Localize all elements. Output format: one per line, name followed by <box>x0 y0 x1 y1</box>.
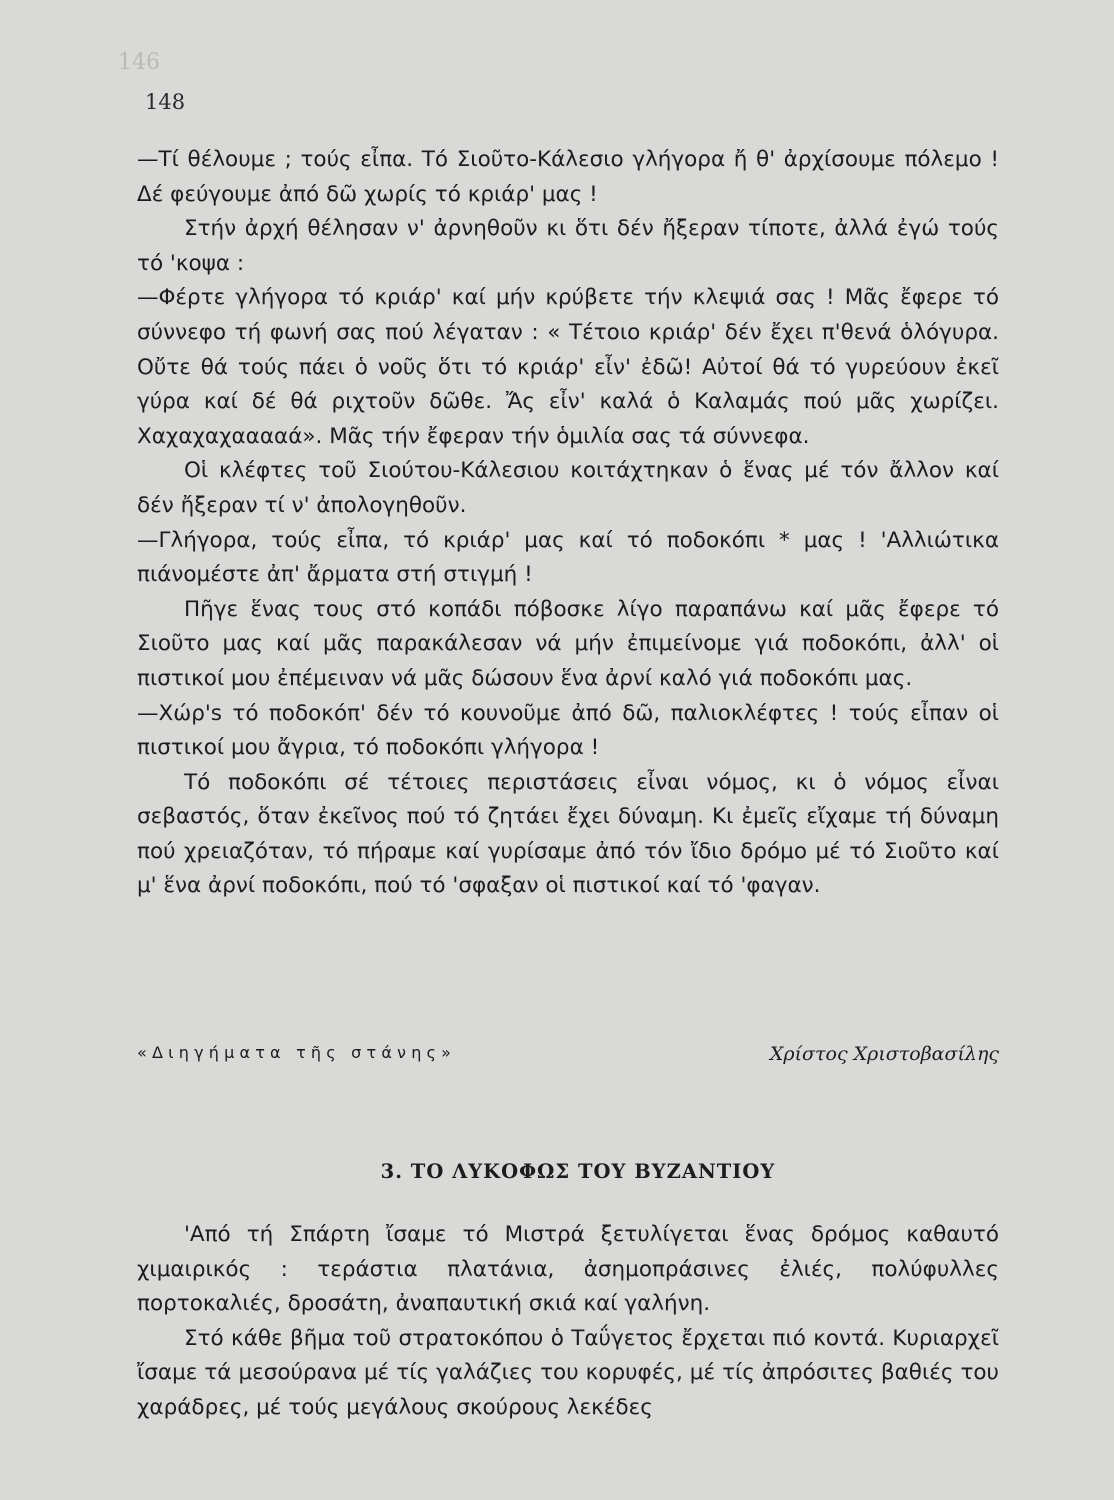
paragraph: —Χώρ's τό ποδοκόπ' δέν τό κουνοῦμε ἀπό δῶ, παλιοκλέφτες ! τούς εἶπαν οἱ πιστικοί μου ἄγρια, τό ποδοκόπι γλήγορα ! <box>137 700 999 761</box>
page-number: 148 <box>145 90 186 114</box>
attribution <box>137 1043 999 1075</box>
paragraph: 'Από τή Σπάρτη ἴσαμε τό Μιστρά ξετυλίγεται ἕνας δρόμος καθαυτό χιμαιρικός : τεράστια πλατάνια, ἀσημοπράσινες ἐλιές, πολύφυλλες πορτοκαλιές, δροσάτη, ἀναπαυτική σκιά καί γαλήνη. <box>137 1222 999 1317</box>
story-text <box>137 143 999 904</box>
paragraph: —Φέρτε γλήγορα τό κριάρ' καί μήν κρύβετε τήν κλεψιά σας ! Μᾶς ἔφερε τό σύννεφο τή φωνή σας πού λέγαταν : « Τέτοιο κριάρ' δέν ἔχει π'θενά ὁλόγυρα. Οὔτε θά τούς πάει ὁ νοῦς ὅτι τό κριάρ' εἶν' ἐδῶ! Αὐτοί θά τό γυρεύουν ἐκεῖ γύρα καί δέ θά ριχτοῦν δῶθε. Ἄς εἶν' καλά ὁ Καλαμάς πού μᾶς χωρίζει. Χαχαχαχααααά». Μᾶς τήν ἔφεραν τήν ὁμιλία σας τά σύννεφα. <box>137 285 999 449</box>
paragraph: Τό ποδοκόπι σέ τέτοιες περιστάσεις εἶναι νόμος, κι ὁ νόμος εἶναι σεβαστός, ὅταν ἐκεῖνος πού τό ζητάει ἔχει δύναμη. Κι ἐμεῖς εἴχαμε τή δύναμη πού χρειαζόταν, τό πήραμε καί γυρίσαμε ἀπό τόν ἴδιο δρόμο μέ τό Σιοῦτο καί μ' ἕνα ἀρνί ποδοκόπι, πού τό 'σφαξαν οἱ πιστικοί καί τό 'φαγαν. <box>137 769 999 899</box>
author-name: Χρίστος Χριστοβασίλης <box>769 1043 999 1065</box>
section-heading: 3. ΤΟ ΛΥΚΟΦΩΣ ΤΟΥ ΒΥΖΑΝΤΙΟΥ <box>380 1160 776 1183</box>
section-text <box>137 1218 999 1426</box>
paragraph: Στό κάθε βῆμα τοῦ στρατοκόπου ὁ Ταΰγετος ἔρχεται πιό κοντά. Κυριαρχεῖ ἴσαμε τά μεσούρανα μέ τίς γαλάζιες του κορυφές, μέ τίς ἀπρόσιτες βαθιές του χαράδρες, μέ τούς μεγάλους σκούρους λεκέδες <box>137 1325 999 1420</box>
source-title: «Διηγήματα τῆς στάνης» <box>137 1043 457 1062</box>
paragraph: —Γλήγορα, τούς εἶπα, τό κριάρ' μας καί τό ποδοκόπι * μας ! 'Αλλιώτικα πιάνομέστε ἀπ' ἄρματα στή στιγμή ! <box>137 527 999 588</box>
previous-page-number: 146 <box>118 50 160 75</box>
paragraph: —Τί θέλουμε ; τούς εἶπα. Τό Σιοῦτο-Κάλεσιο γλήγορα ἤ θ' ἀρχίσουμε πόλεμο ! Δέ φεύγουμε ἀπό δῶ χωρίς τό κριάρ' μας ! <box>137 147 999 207</box>
paragraph: Στήν ἀρχή θέλησαν ν' ἀρνηθοῦν κι ὅτι δέν ἤξεραν τίποτε, ἀλλά ἐγώ τούς τό 'κοψα : <box>137 216 999 276</box>
paragraph: Οἱ κλέφτες τοῦ Σιούτου-Κάλεσιου κοιτάχτηκαν ὁ ἕνας μέ τόν ἄλλον καί δέν ἤξεραν τί ν' ἀπολογηθοῦν. <box>137 458 999 518</box>
paragraph: Πῆγε ἕνας τους στό κοπάδι πόβοσκε λίγο παραπάνω καί μᾶς ἔφερε τό Σιοῦτο μας καί μᾶς παρακάλεσαν νά μήν ἐπιμείνομε γιά ποδοκόπι, ἀλλ' οἱ πιστικοί μου ἐπέμειναν νά μᾶς δώσουν ἕνα ἀρνί καλό γιά ποδοκόπι μας. <box>137 596 999 691</box>
